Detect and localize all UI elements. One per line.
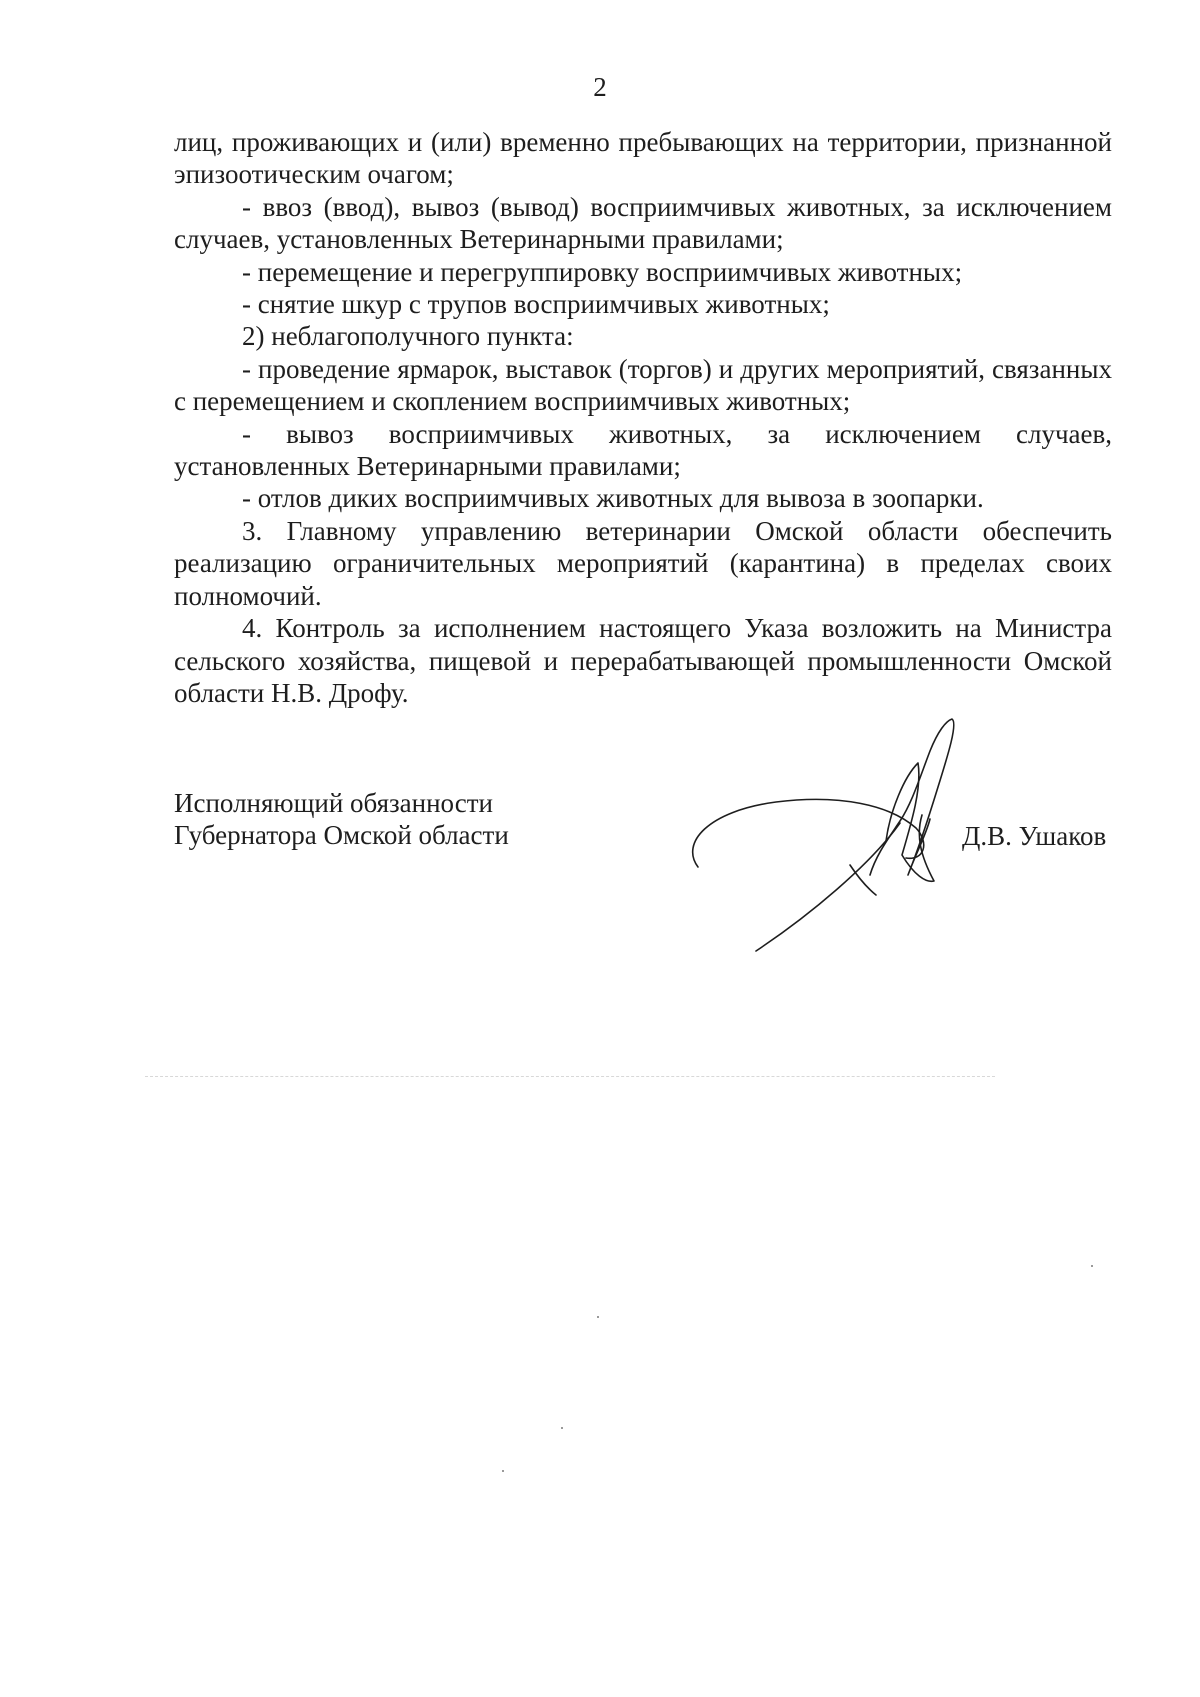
paragraph-item-import-export: - ввоз (ввод), вывоз (вывод) восприимчивых животных, за исключением случаев, установленных Ветеринарными правилами;	[174, 191, 1112, 255]
signer-title-line-2: Губернатора Омской области	[174, 820, 509, 851]
signer-title-line-1: Исполняющий обязанности	[174, 788, 493, 818]
paragraph-item-skinning: - снятие шкур с трупов восприимчивых животных;	[242, 289, 830, 320]
scan-speck	[502, 1470, 504, 1472]
signature-loop-stroke	[693, 799, 924, 867]
paragraph-subsection-2: 2) неблагополучного пункта:	[242, 321, 574, 352]
signer-title	[174, 787, 509, 852]
handwritten-signature	[680, 715, 980, 960]
scan-speck	[561, 1427, 563, 1429]
page-number: 2	[593, 72, 607, 102]
document-body	[174, 126, 1112, 709]
paragraph-item-fairs: - проведение ярмарок, выставок (торгов) и других мероприятий, связанных с перемещением и скоплением восприимчивых животных;	[174, 353, 1112, 417]
paragraph-item-export: - вывоз восприимчивых животных, за исключением случаев, установленных Ветеринарными правилами;	[174, 418, 1112, 482]
scan-artifact-line	[145, 1076, 995, 1077]
paragraph-item-capture: - отлов диких восприимчивых животных для вывоза в зоопарки.	[242, 483, 984, 514]
paragraph-item-regrouping: - перемещение и перегруппировку восприимчивых животных;	[242, 256, 963, 287]
signer-name: Д.В. Ушаков	[962, 821, 1107, 851]
paragraph-continuation: лиц, проживающих и (или) временно пребывающих на территории, признанной эпизоотическим очагом;	[174, 127, 1112, 190]
signature-main-stroke	[870, 719, 954, 875]
signature-descender-stroke	[756, 823, 900, 951]
scan-speck	[597, 1316, 599, 1318]
paragraph-clause-3: 3. Главному управлению ветеринарии Омской области обеспечить реализацию ограничительных мероприятий (карантина) в пределах своих полномочий.	[174, 515, 1112, 611]
paragraph-clause-4: 4. Контроль за исполнением настоящего Указа возложить на Министра сельского хозяйства, пищевой и перерабатывающей промышленности Омской области Н.В. Дрофу.	[174, 613, 1112, 708]
scan-speck	[1091, 1265, 1093, 1267]
